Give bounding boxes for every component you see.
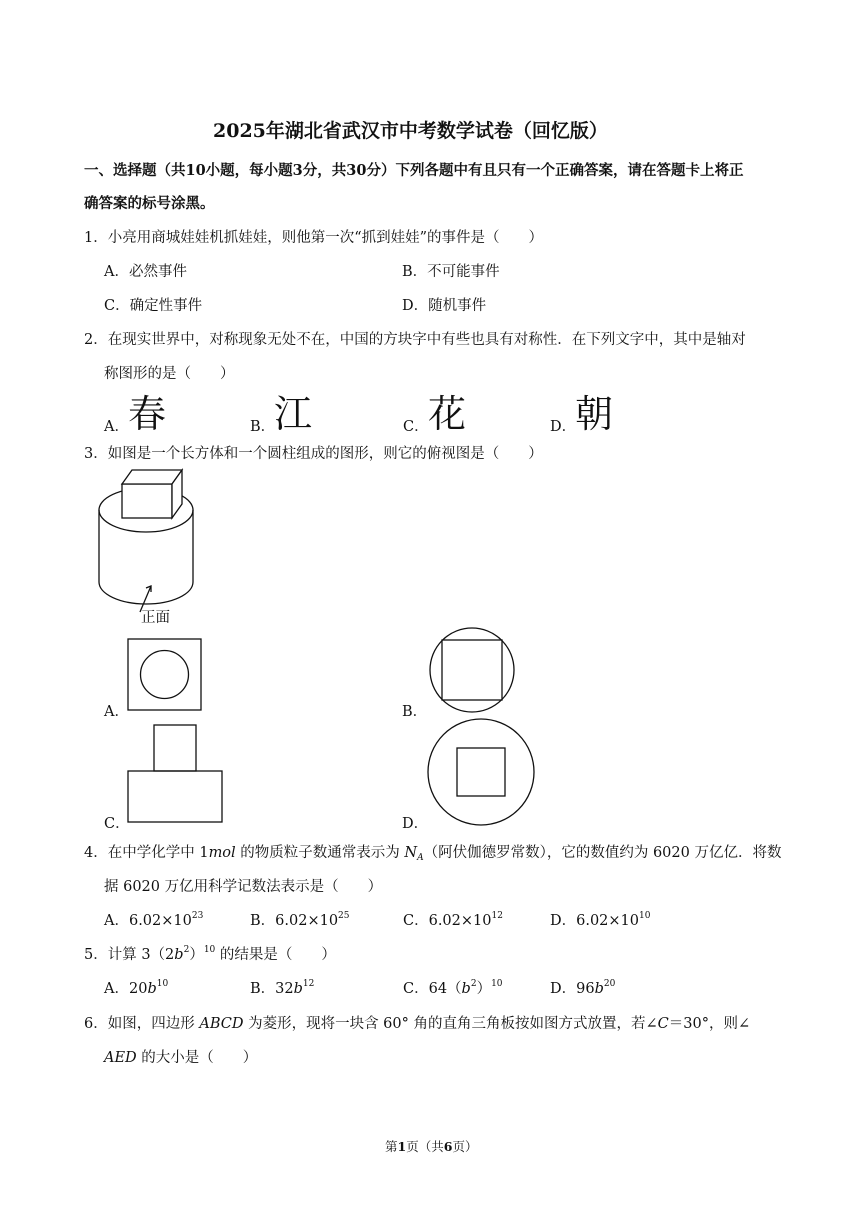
question-4-line1: 4．在中学化学中 1mol 的物质粒子数通常表示为 $N_A$（阿伏伽德罗常数），它的数值约为 6020 万亿亿．将数 xyxy=(84,845,782,863)
front-label: 正面 xyxy=(141,610,170,626)
option-label: C． xyxy=(403,419,429,435)
question-4-option-d[interactable]: D．$6.02\times 10^{10}$ xyxy=(550,911,651,929)
character-hua: 花 xyxy=(428,392,467,436)
option-label: A． xyxy=(104,704,129,720)
character-chun: 春 xyxy=(128,392,167,436)
question-5-option-b[interactable]: B．$32b^{12}$ xyxy=(250,979,315,997)
section-header-line2: 确答案的标号涂黑。 xyxy=(84,195,215,212)
question-1-option-d[interactable]: D．随机事件 xyxy=(402,298,487,314)
question-5-option-d[interactable]: D．$96b^{20}$ xyxy=(550,979,616,997)
character-jiang: 江 xyxy=(274,392,313,436)
question-4-option-a[interactable]: A．$6.02\times 10^{23}$ xyxy=(104,911,204,929)
character-zhao: 朝 xyxy=(575,392,614,436)
option-label: A． xyxy=(104,419,129,435)
option-label: D． xyxy=(550,419,577,435)
view-circle-with-inscribed-square xyxy=(428,626,516,714)
question-1-stem: 1．小亮用商城娃娃机抓娃娃，则他第一次“抓到娃娃”的事件是（ ） xyxy=(84,230,544,246)
option-label: D． xyxy=(402,816,429,832)
question-5-option-a[interactable]: A．$20b^{10}$ xyxy=(104,979,169,997)
question-4-option-c[interactable]: C．$6.02\times 10^{12}$ xyxy=(403,911,503,929)
view-square-with-circle xyxy=(127,638,203,712)
question-1-option-b[interactable]: B．不可能事件 xyxy=(402,264,500,280)
question-2-line1: 2．在现实世界中，对称现象无处不在，中国的方块字中有些也具有对称性．在下列文字中，其中是轴对 xyxy=(84,332,746,348)
question-6-line1: 6．如图，四边形 ABCD 为菱形，现将一块含 60° 角的直角三角板按如图方式放置，若∠C＝30°，则∠ xyxy=(84,1016,751,1032)
option-label: B． xyxy=(402,704,428,720)
question-1-option-c[interactable]: C．确定性事件 xyxy=(104,298,203,314)
question-6-line2: AED 的大小是（ ） xyxy=(104,1050,258,1066)
view-front-rectangles xyxy=(127,724,225,826)
option-label: B． xyxy=(250,419,276,435)
solid-figure xyxy=(96,462,206,612)
page-footer: 第1页（共6页） xyxy=(385,1139,478,1154)
section-header-line1: 一、选择题（共10小题，每小题3分，共30分）下列各题中有且只有一个正确答案，请在答题卡上将正 xyxy=(84,162,744,179)
question-5-option-c[interactable]: C．$64(b^2)^{10}$ xyxy=(403,979,503,997)
question-4-option-b[interactable]: B．$6.02\times 10^{25}$ xyxy=(250,911,350,929)
question-5-stem: 5．计算 $3(2b^2)^{10}$ 的结果是（ ） xyxy=(84,945,336,963)
question-2-line2: 称图形的是（ ） xyxy=(104,366,235,382)
view-circle-with-small-square xyxy=(427,718,537,828)
page-title: 2025年湖北省武汉市中考数学试卷（回忆版） xyxy=(213,120,608,142)
question-4-line2: 据 6020 万亿用科学记数法表示是（ ） xyxy=(104,879,383,895)
question-3-stem: 3．如图是一个长方体和一个圆柱组成的图形，则它的俯视图是（ ） xyxy=(84,446,543,462)
option-label: C． xyxy=(104,816,130,832)
question-1-option-a[interactable]: A．必然事件 xyxy=(104,264,187,280)
